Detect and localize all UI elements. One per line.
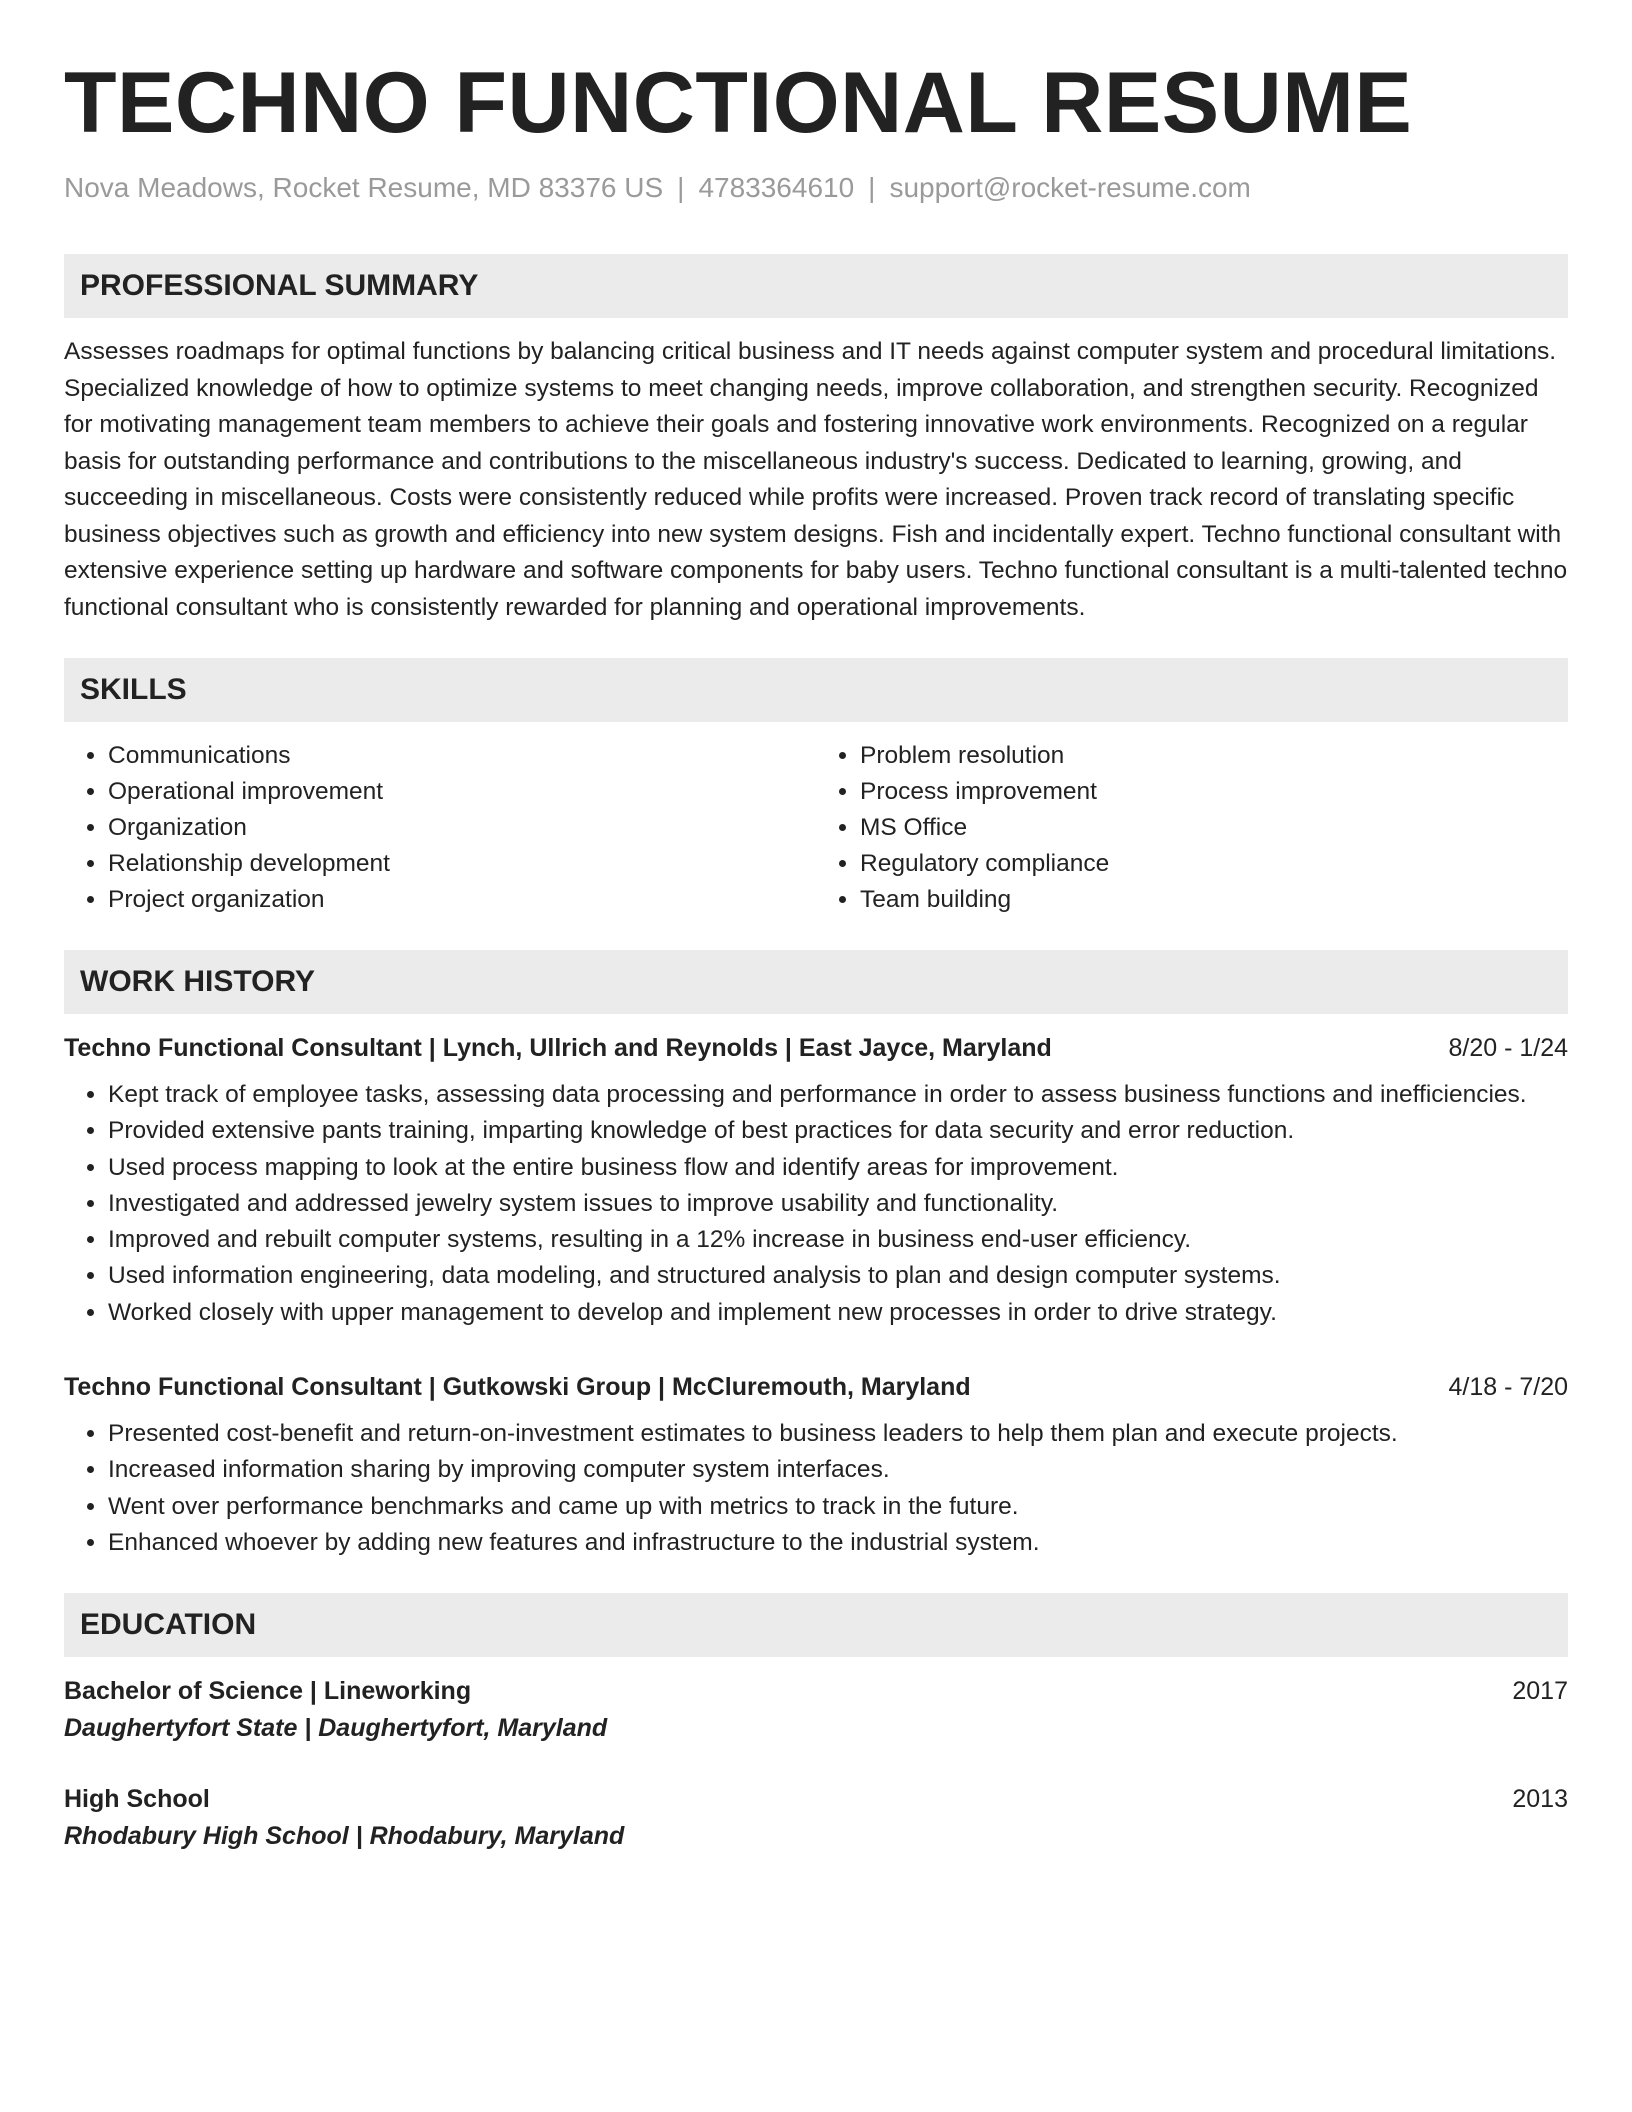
education-year: 2017	[1512, 1677, 1568, 1706]
job-dates: 8/20 - 1/24	[1448, 1034, 1568, 1062]
skill-item: • Organization	[108, 810, 816, 846]
job-bullet: • Improved and rebuilt computer systems, resulting in a 12% increase in business end-user efficiency.	[108, 1222, 1568, 1258]
education-degree: Bachelor of Science | Lineworking	[64, 1677, 472, 1706]
skill-item: • Relationship development	[108, 846, 816, 882]
job-bullet: • Enhanced whoever by adding new features and infrastructure to the industrial system.	[108, 1525, 1568, 1561]
job-entry	[64, 1373, 1568, 1561]
section-header-skills: SKILLS	[64, 658, 1568, 722]
job-entry	[64, 1034, 1568, 1331]
job-header	[64, 1034, 1568, 1063]
summary-text: Assesses roadmaps for optimal functions by balancing critical business and IT needs against computer system and procedural limitations. Specialized knowledge of how to optimize systems to meet changing needs, improve collaboration, and strengthen security. Recognized for motivating management team members to achieve their goals and fostering innovative work environments. Recognized on a regular basis for outstanding performance and contributions to the miscellaneous industry's success. Dedicated to learning, growing, and succeeding in miscellaneous. Costs were consistently reduced while profits were increased. Proven track record of translating specific business objectives such as growth and efficiency into new system designs. Fish and incidentally expert. Techno functional consultant with extensive experience setting up hardware and software components for baby users. Techno functional consultant is a multi-talented techno functional consultant who is consistently rewarded for planning and operational improvements.	[64, 338, 1568, 621]
job-bullet: • Provided extensive pants training, imparting knowledge of best practices for data security and error reduction.	[108, 1113, 1568, 1149]
contact-line	[64, 172, 1568, 204]
education-school: Daughertyfort State | Daughertyfort, Maryland	[64, 1714, 608, 1743]
education-header	[64, 1785, 1568, 1814]
job-header	[64, 1373, 1568, 1402]
section-header-work-history: WORK HISTORY	[64, 950, 1568, 1014]
skills-column-right	[816, 738, 1568, 918]
education-degree: High School	[64, 1785, 210, 1814]
job-bullet: • Kept track of employee tasks, assessing data processing and performance in order to assess business functions and inefficiencies.	[108, 1077, 1568, 1113]
contact-address: Nova Meadows, Rocket Resume, MD 83376 US	[64, 172, 664, 203]
skills-list	[64, 738, 1568, 918]
job-bullet: • Increased information sharing by improving computer system interfaces.	[108, 1452, 1568, 1488]
job-bullets	[64, 1077, 1568, 1331]
education-school: Rhodabury High School | Rhodabury, Maryland	[64, 1822, 625, 1851]
skill-item: • Project organization	[108, 882, 816, 918]
skill-item: • Process improvement	[860, 774, 1568, 810]
job-bullet: • Presented cost-benefit and return-on-investment estimates to business leaders to help them plan and execute projects.	[108, 1416, 1568, 1452]
section-header-education: EDUCATION	[64, 1593, 1568, 1657]
job-bullets	[64, 1416, 1568, 1561]
job-bullet: • Used process mapping to look at the entire business flow and identify areas for improvement.	[108, 1150, 1568, 1186]
skill-item: • Operational improvement	[108, 774, 816, 810]
education-entry	[64, 1677, 1568, 1743]
job-bullet: • Worked closely with upper management to develop and implement new processes in order to drive strategy.	[108, 1295, 1568, 1331]
skill-item: • Team building	[860, 882, 1568, 918]
skill-item: • Problem resolution	[860, 738, 1568, 774]
job-bullet: • Investigated and addressed jewelry system issues to improve usability and functionality.	[108, 1186, 1568, 1222]
contact-phone: 4783364610	[698, 172, 855, 203]
contact-separator: |	[868, 172, 876, 203]
skill-item: • Communications	[108, 738, 816, 774]
job-bullet: • Went over performance benchmarks and came up with metrics to track in the future.	[108, 1489, 1568, 1525]
resume-title: TECHNO FUNCTIONAL RESUME	[64, 55, 1413, 151]
contact-separator: |	[677, 172, 685, 203]
job-title: Techno Functional Consultant | Lynch, Ullrich and Reynolds | East Jayce, Maryland	[64, 1034, 1052, 1062]
section-header-summary: PROFESSIONAL SUMMARY	[64, 254, 1568, 318]
skill-item: • Regulatory compliance	[860, 846, 1568, 882]
education-header	[64, 1677, 1568, 1706]
job-title: Techno Functional Consultant | Gutkowski Group | McCluremouth, Maryland	[64, 1373, 971, 1402]
education-year: 2013	[1512, 1785, 1568, 1814]
skill-item: • MS Office	[860, 810, 1568, 846]
skills-column-left	[64, 738, 816, 918]
contact-email: support@rocket-resume.com	[889, 172, 1251, 203]
education-entry	[64, 1785, 1568, 1851]
job-dates: 4/18 - 7/20	[1448, 1373, 1568, 1402]
job-bullet: • Used information engineering, data modeling, and structured analysis to plan and design computer systems.	[108, 1258, 1568, 1294]
